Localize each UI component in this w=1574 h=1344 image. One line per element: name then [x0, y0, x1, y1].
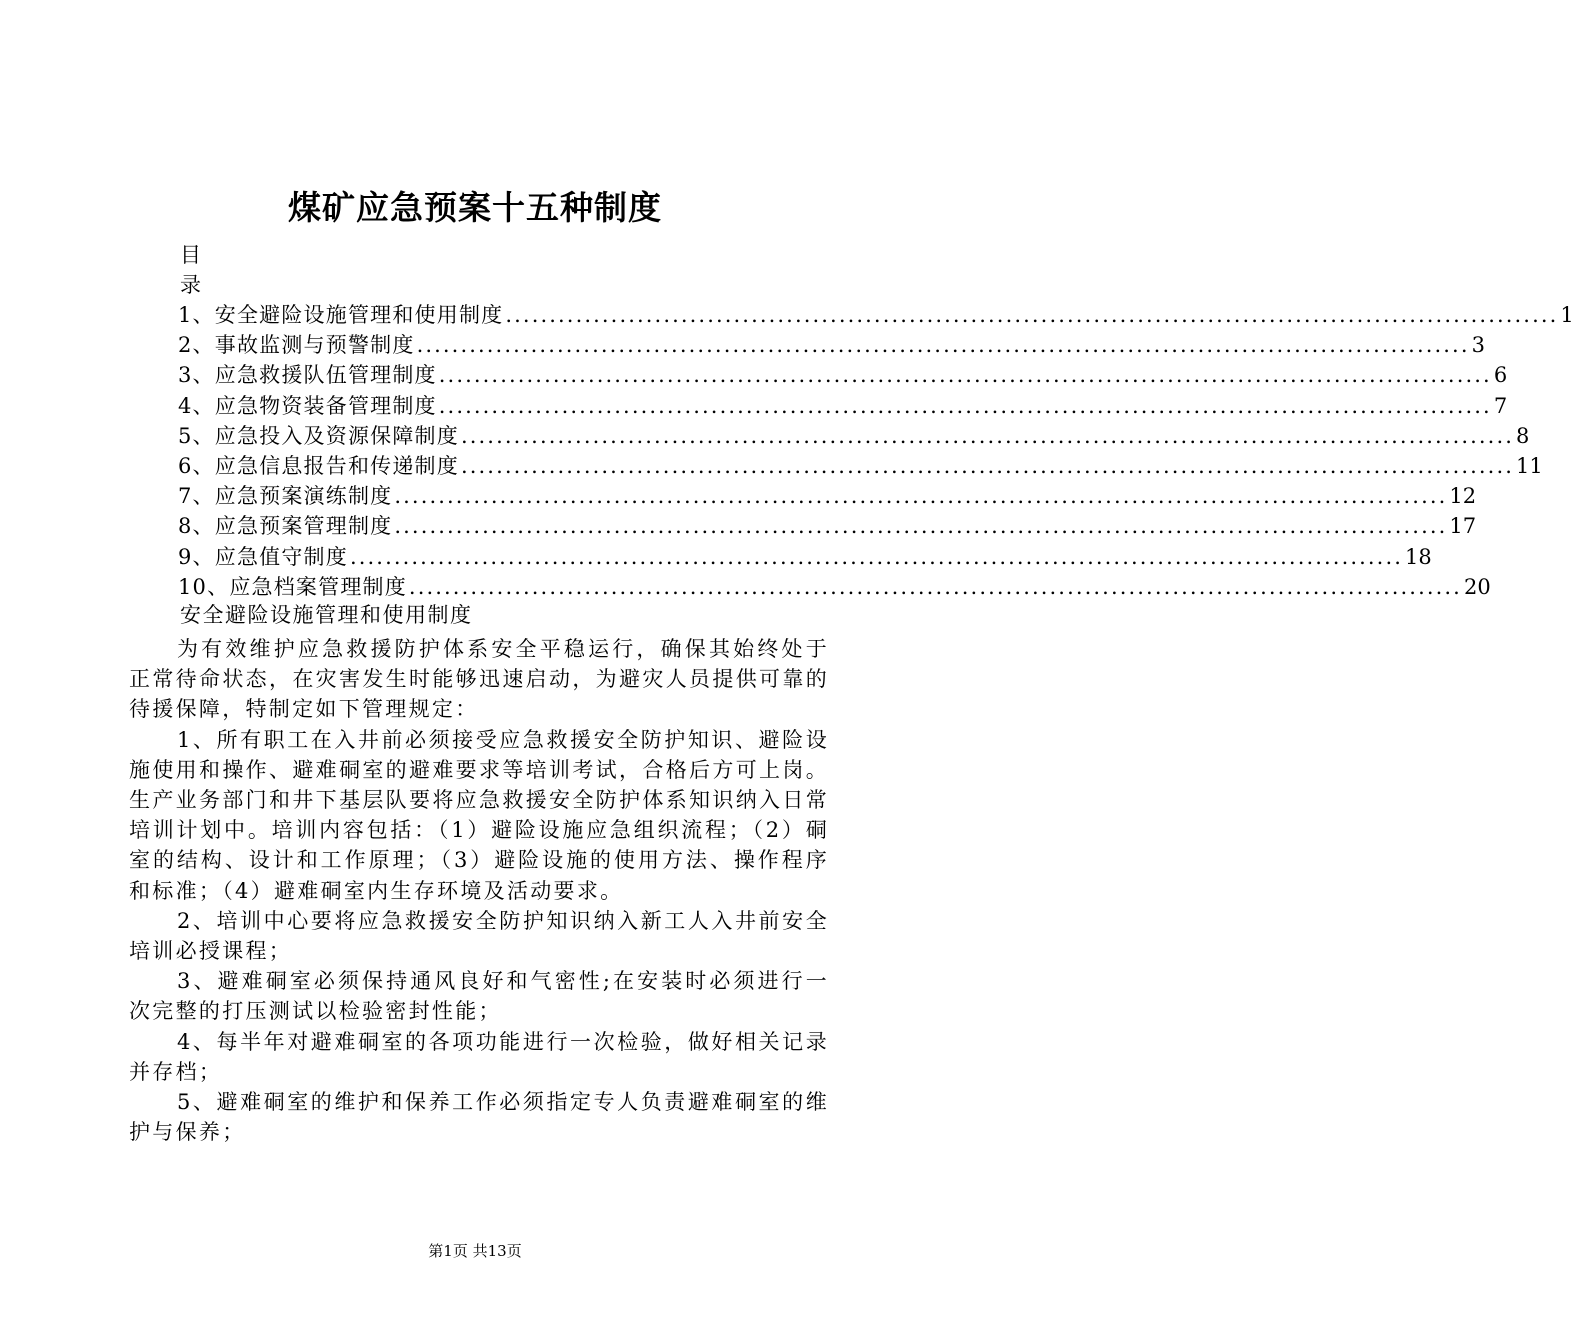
toc-leader-dots: ........................................................................................................................: [394, 514, 1448, 539]
paragraph: 5、避难硐室的维护和保养工作必须指定专人负责避难硐室的维护与保养；: [129, 1090, 829, 1145]
toc-leader-dots: ........................................................................................................................: [408, 574, 1462, 599]
toc-entry-page: 12: [1449, 484, 1477, 509]
body-text: [129, 634, 829, 1147]
toc-entry-page: 3: [1471, 333, 1485, 358]
toc-entry-page: 18: [1405, 544, 1432, 569]
paragraph: 2、培训中心要将应急救援安全防护知识纳入新工人入井前安全培训必授课程；: [129, 908, 829, 964]
paragraph: 3、避难硐室必须保持通风良好和气密性;在安装时必须进行一次完整的打压测试以检验密封性能；: [129, 969, 829, 1024]
toc-leader-dots: ........................................................................................................................: [460, 453, 1515, 478]
toc-entry-page: 8: [1516, 423, 1530, 448]
toc-entry[interactable]: [178, 451, 1543, 481]
toc-entry-page: 20: [1463, 574, 1491, 599]
toc-entry-label: 3、应急救援队伍管理制度: [178, 363, 437, 388]
toc-entry-label: 1、安全避险设施管理和使用制度: [178, 303, 504, 327]
toc-entry-label: 4、应急物资装备管理制度: [178, 393, 437, 418]
toc-leader-dots: ........................................................................................................................: [460, 423, 1515, 448]
toc-heading-line2: 录: [180, 273, 201, 297]
toc-entry[interactable]: [178, 360, 1508, 390]
paragraph: 1、所有职工在入井前必须接受应急救援安全防护知识、避险设施使用和操作、避难硐室的避难要求等培训考试，合格后方可上岗。生产业务部门和井下基层队要将应急救援安全防护体系知识纳入日常培训计划中。培训内容包括：（1）避险设施应急组织流程；（2）硐室的结构、设计和工作原理；（3）避险设施的使用方法、操作程序和标准；（4）避难硐室内生存环境及活动要求。: [129, 727, 829, 903]
table-of-contents: [178, 300, 1574, 602]
toc-leader-dots: ........................................................................................................................: [416, 333, 1470, 358]
toc-leader-dots: ........................................................................................................................: [438, 363, 1492, 388]
toc-leader-dots: ........................................................................................................................: [394, 484, 1448, 509]
paragraph: 4、每半年对避难硐室的各项功能进行一次检验，做好相关记录并存档；: [129, 1029, 829, 1084]
toc-entry-label: 5、应急投入及资源保障制度: [178, 423, 459, 448]
toc-entry[interactable]: [178, 421, 1530, 451]
toc-entry[interactable]: [178, 300, 1574, 330]
paragraph: 为有效维护应急救援防护体系安全平稳运行，确保其始终处于正常待命状态，在灾害发生时能够迅速启动，为避灾人员提供可靠的待援保障，特制定如下管理规定：: [129, 637, 829, 722]
toc-leader-dots: ........................................................................................................................: [505, 303, 1559, 327]
section-heading: 安全避险设施管理和使用制度: [180, 603, 473, 627]
toc-heading-line1: 目: [180, 243, 201, 267]
toc-entry-label: 7、应急预案演练制度: [178, 484, 393, 509]
toc-leader-dots: ........................................................................................................................: [349, 544, 1404, 569]
document-title: 煤矿应急预案十五种制度: [288, 188, 662, 227]
toc-entry-page: 6: [1493, 363, 1508, 388]
toc-entry-page: 7: [1493, 393, 1508, 418]
toc-leader-dots: ........................................................................................................................: [438, 393, 1492, 418]
toc-entry[interactable]: [178, 542, 1432, 572]
toc-entry-label: 9、应急值守制度: [178, 544, 348, 569]
toc-entry-page: 1: [1560, 303, 1574, 327]
toc-entry[interactable]: [178, 391, 1508, 421]
toc-entry-label: 8、应急预案管理制度: [178, 514, 393, 539]
toc-entry-label: 10、应急档案管理制度: [178, 574, 407, 599]
toc-entry[interactable]: [178, 481, 1477, 511]
toc-entry[interactable]: [178, 330, 1485, 360]
toc-entry[interactable]: [178, 572, 1491, 602]
toc-entry[interactable]: [178, 511, 1477, 541]
toc-entry-page: 11: [1516, 453, 1543, 478]
toc-entry-label: 6、应急信息报告和传递制度: [178, 453, 459, 478]
toc-entry-label: 2、事故监测与预警制度: [178, 333, 415, 358]
toc-entry-page: 17: [1449, 514, 1477, 539]
page-footer: 第1页 共13页: [428, 1242, 522, 1260]
